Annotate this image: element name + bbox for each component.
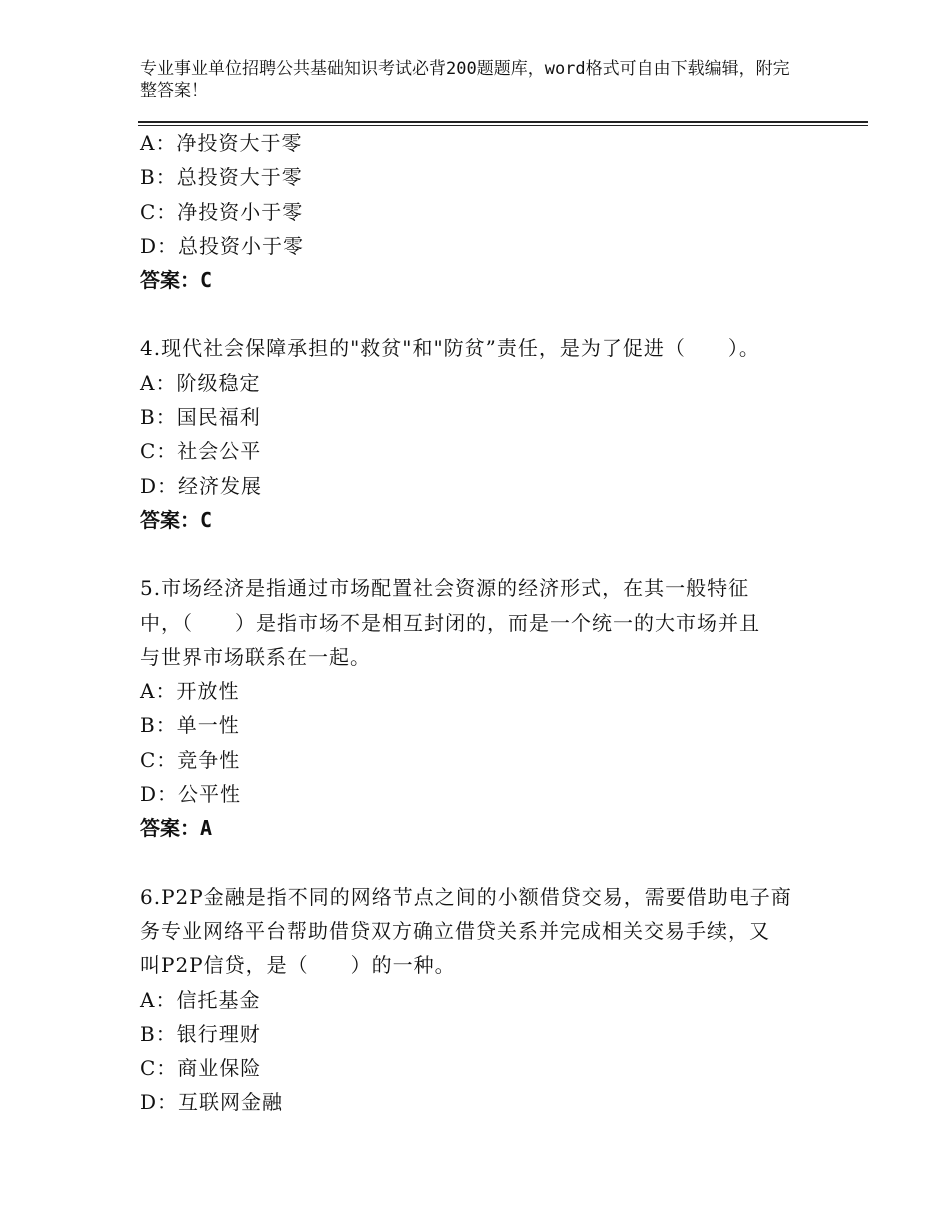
header-title: 专业事业单位招聘公共基础知识考试必背200题题库，word格式可自由下载编辑，附完整答案！	[140, 59, 790, 101]
answer-label: 答案：C	[140, 268, 213, 293]
option-b: B：国民福利	[140, 405, 261, 430]
answer-label: 答案：A	[140, 816, 213, 841]
option-c: C：净投资小于零	[140, 199, 304, 224]
option-a: A：开放性	[140, 679, 240, 704]
option-a: A：信托基金	[140, 987, 261, 1012]
question-6	[140, 880, 820, 1120]
option-b: B：单一性	[140, 713, 240, 738]
question-5	[140, 571, 820, 845]
question-4	[140, 331, 820, 537]
spacer	[140, 297, 820, 331]
option-d: D：经济发展	[140, 473, 263, 498]
question-stem-line-3: 叫P2P信贷，是（ ）的一种。	[140, 953, 456, 978]
question-stem-line-1: 6.P2P金融是指不同的网络节点之间的小额借贷交易，需要借助电子商	[140, 884, 792, 909]
option-d: D：互联网金融	[140, 1090, 284, 1115]
option-d: D：总投资小于零	[140, 233, 305, 258]
question-stem-line-2: 务专业网络平台帮助借贷双方确立借贷关系并完成相关交易手续，又	[140, 918, 770, 943]
answer-label: 答案：C	[140, 507, 213, 532]
question-stem-line-1: 5.市场经济是指通过市场配置社会资源的经济形式，在其一般特征	[140, 576, 750, 601]
option-b: B：总投资大于零	[140, 165, 303, 190]
option-a: A：阶级稳定	[140, 370, 261, 395]
spacer	[140, 537, 820, 571]
option-c: C：竞争性	[140, 747, 241, 772]
option-c: C：社会公平	[140, 439, 262, 464]
option-d: D：公平性	[140, 782, 242, 807]
spacer	[140, 846, 820, 880]
option-b: B：银行理财	[140, 1021, 261, 1046]
question-list	[140, 126, 820, 1120]
document-header	[140, 58, 800, 102]
option-a: A：净投资大于零	[140, 131, 303, 155]
question-stem-line-2: 中，（ ）是指市场不是相互封闭的，而是一个统一的大市场并且	[140, 610, 760, 635]
question-stem-line-3: 与世界市场联系在一起。	[140, 644, 371, 669]
question-stem: 4.现代社会保障承担的"救贫"和"防贫”责任，是为了促进（ ）。	[140, 336, 760, 361]
header-rule-thick	[138, 121, 868, 123]
question-3	[140, 126, 820, 297]
option-c: C：商业保险	[140, 1056, 262, 1081]
